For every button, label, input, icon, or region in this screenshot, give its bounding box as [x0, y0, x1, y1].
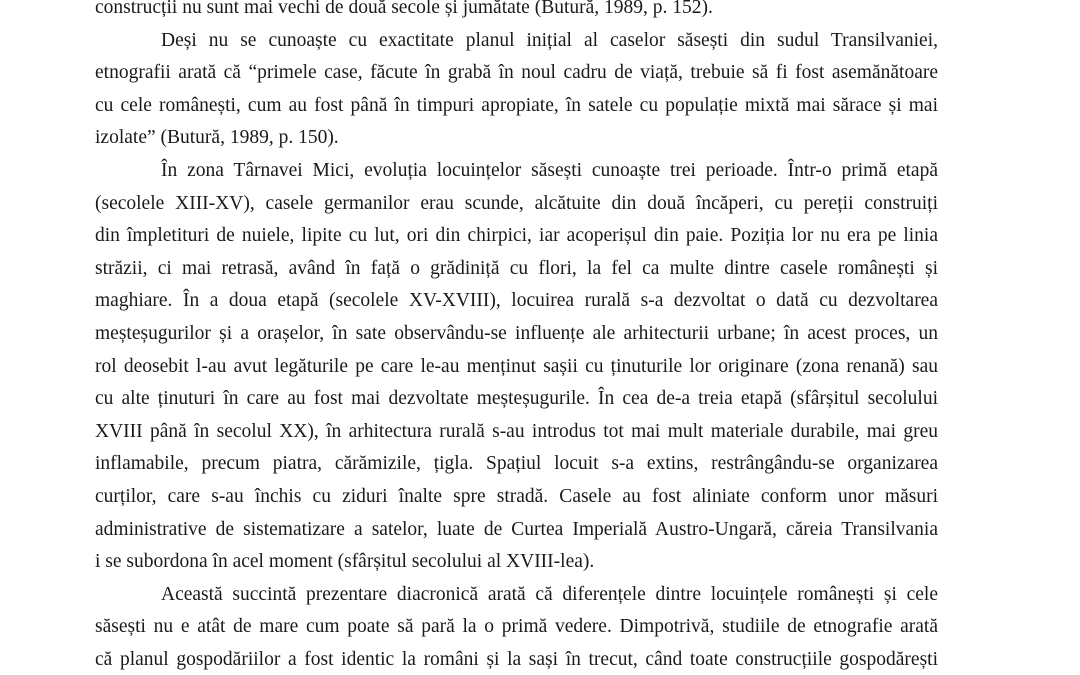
text-line: administrative de sistematizare a satelor, luate de Curtea Imperială Austro-Ungară, căreia Transilvania: [95, 518, 938, 540]
paragraph-3: [95, 155, 938, 579]
text-line: (secolele XIII-XV), casele germanilor erau scunde, alcătuite din două încăperi, cu pereții construiți: [95, 192, 938, 214]
paragraph-4: [95, 579, 938, 675]
text-line: meșteșugurilor și a orașelor, în sate observându-se influențe ale arhitecturii urbane; în acest proces, un: [95, 322, 938, 344]
text-line: cu cele românești, cum au fost până în timpuri apropiate, în satele cu populație mixtă mai sărace și mai: [95, 94, 938, 116]
text-line: izolate” (Butură, 1989, p. 150).: [95, 127, 339, 149]
text-line: inflamabile, precum piatra, cărămizile, țigla. Spațiul locuit s-a extins, restrângându-se organizarea: [95, 453, 938, 475]
text-line: În zona Târnavei Mici, evoluția locuințelor săsești cunoaște trei perioade. Într-o primă etapă: [161, 159, 938, 181]
paragraph-2: [95, 25, 938, 155]
text-line: străzii, ci mai retrasă, având în față o grădiniță cu flori, la fel ca multe dintre casele românești și: [95, 257, 938, 279]
text-line: cu alte ținuturi în care au fost mai dezvoltate meșteșugurile. În cea de-a treia etapă (sfârșitul secolului: [95, 388, 938, 410]
text-line: săsești nu e atât de mare cum poate să pară la o primă vedere. Dimpotrivă, studiile de etnografie arată: [95, 616, 938, 638]
text-line: XVIII până în secolul XX), în arhitectura rurală s-au introdus tot mai mult materiale durabile, mai greu: [95, 420, 938, 442]
text-line: Deși nu se cunoaște cu exactitate planul inițial al caselor săsești din sudul Transilvaniei,: [161, 29, 938, 51]
text-line: curților, care s-au închis cu ziduri înalte spre stradă. Casele au fost aliniate conform unor măsuri: [95, 485, 938, 507]
text-line: construcții nu sunt mai vechi de două secole și jumătate (Butură, 1989, p. 152).: [95, 0, 713, 18]
text-line: Această succintă prezentare diacronică arată că diferențele dintre locuințele românești și cele: [161, 583, 938, 605]
paragraph-1: [95, 0, 938, 25]
body-text: [95, 0, 938, 675]
text-line: maghiare. În a doua etapă (secolele XV-XVIII), locuirea rurală s-a dezvoltat o dată cu dezvoltarea: [95, 290, 938, 312]
text-line: i se subordona în acel moment (sfârșitul secolului al XVIII-lea).: [95, 551, 595, 573]
text-line: din împletituri de nuiele, lipite cu lut, ori din chirpici, iar acoperișul din paie. Poziția lor nu era pe linia: [95, 225, 938, 247]
text-line: etnografii arată că “primele case, făcute în grabă în noul cadru de viață, trebuie să fi fost asemănătoare: [95, 62, 938, 84]
text-line: rol deosebit l-au avut legăturile pe care le-au menținut sașii cu ținuturile lor originare (zona renană) sau: [95, 355, 938, 377]
text-line: că planul gospodăriilor a fost identic la români și la sași în trecut, când toate construcțiile gospodărești: [95, 648, 938, 670]
